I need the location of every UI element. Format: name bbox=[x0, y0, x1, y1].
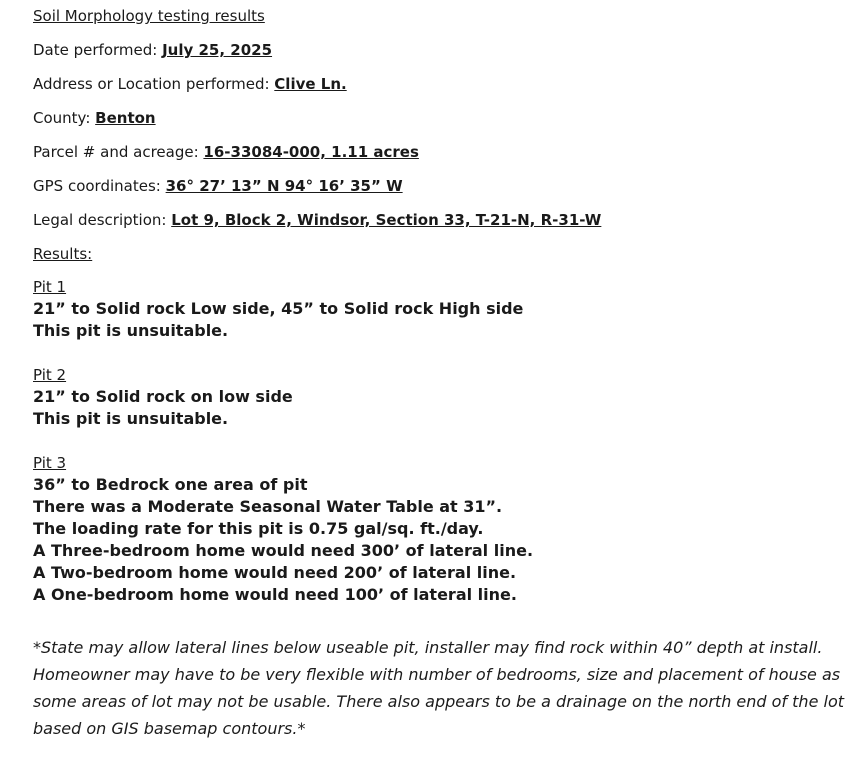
field-label-parcel: Parcel # and acreage: bbox=[33, 143, 204, 161]
pit-3-line: A One-bedroom home would need 100’ of lateral line. bbox=[33, 585, 517, 604]
pit-2-line: 21” to Solid rock on low side bbox=[33, 387, 293, 406]
field-value-date: July 25, 2025 bbox=[162, 41, 273, 59]
field-value-legal: Lot 9, Block 2, Windsor, Section 33, T-21-N, R-31-W bbox=[171, 211, 602, 229]
field-value-gps: 36° 27’ 13” N 94° 16’ 35” W bbox=[165, 177, 403, 195]
field-value-address: Clive Ln. bbox=[274, 75, 347, 93]
field-row-address bbox=[33, 74, 829, 94]
pit-1-line: This pit is unsuitable. bbox=[33, 321, 229, 340]
pit-1-section bbox=[33, 276, 829, 342]
footnote-line: based on GIS basemap contours.* bbox=[33, 719, 306, 738]
pit-3-heading: Pit 3 bbox=[33, 454, 67, 472]
field-label-county: County: bbox=[33, 109, 96, 127]
pit-2-line: This pit is unsuitable. bbox=[33, 409, 229, 428]
pit-3-line: A Two-bedroom home would need 200’ of lateral line. bbox=[33, 563, 517, 582]
pit-1-heading: Pit 1 bbox=[33, 278, 67, 296]
footnote-line: some areas of lot may not be usable. There also appears to be a drainage on the north end of the lot bbox=[33, 692, 844, 711]
field-row-gps bbox=[33, 176, 829, 196]
field-value-county: Benton bbox=[95, 109, 156, 127]
field-value-parcel: 16-33084-000, 1.11 acres bbox=[203, 143, 419, 161]
footnote-line: Homeowner may have to be very flexible with number of bedrooms, size and placement of house as bbox=[33, 665, 841, 684]
document-title: Soil Morphology testing results bbox=[33, 7, 265, 25]
field-label-legal: Legal description: bbox=[33, 211, 172, 229]
pit-2-heading: Pit 2 bbox=[33, 366, 67, 384]
field-row-county bbox=[33, 108, 829, 128]
pit-3-line: There was a Moderate Seasonal Water Table at 31”. bbox=[33, 497, 503, 516]
results-heading: Results: bbox=[33, 245, 93, 263]
field-label-gps: GPS coordinates: bbox=[33, 177, 166, 195]
field-row-date bbox=[33, 40, 829, 60]
pit-2-section bbox=[33, 364, 829, 430]
field-label-address: Address or Location performed: bbox=[33, 75, 275, 93]
field-row-parcel bbox=[33, 142, 829, 162]
pit-1-line: 21” to Solid rock Low side, 45” to Solid rock High side bbox=[33, 299, 524, 318]
field-row-legal bbox=[33, 210, 829, 230]
pit-3-line: 36” to Bedrock one area of pit bbox=[33, 475, 308, 494]
pit-3-section bbox=[33, 452, 829, 606]
footnote bbox=[33, 634, 844, 742]
field-label-date: Date performed: bbox=[33, 41, 163, 59]
pit-3-line: The loading rate for this pit is 0.75 gal/sq. ft./day. bbox=[33, 519, 484, 538]
footnote-line: *State may allow lateral lines below useable pit, installer may find rock within 40” depth at install. bbox=[33, 638, 823, 657]
pit-3-line: A Three-bedroom home would need 300’ of lateral line. bbox=[33, 541, 534, 560]
